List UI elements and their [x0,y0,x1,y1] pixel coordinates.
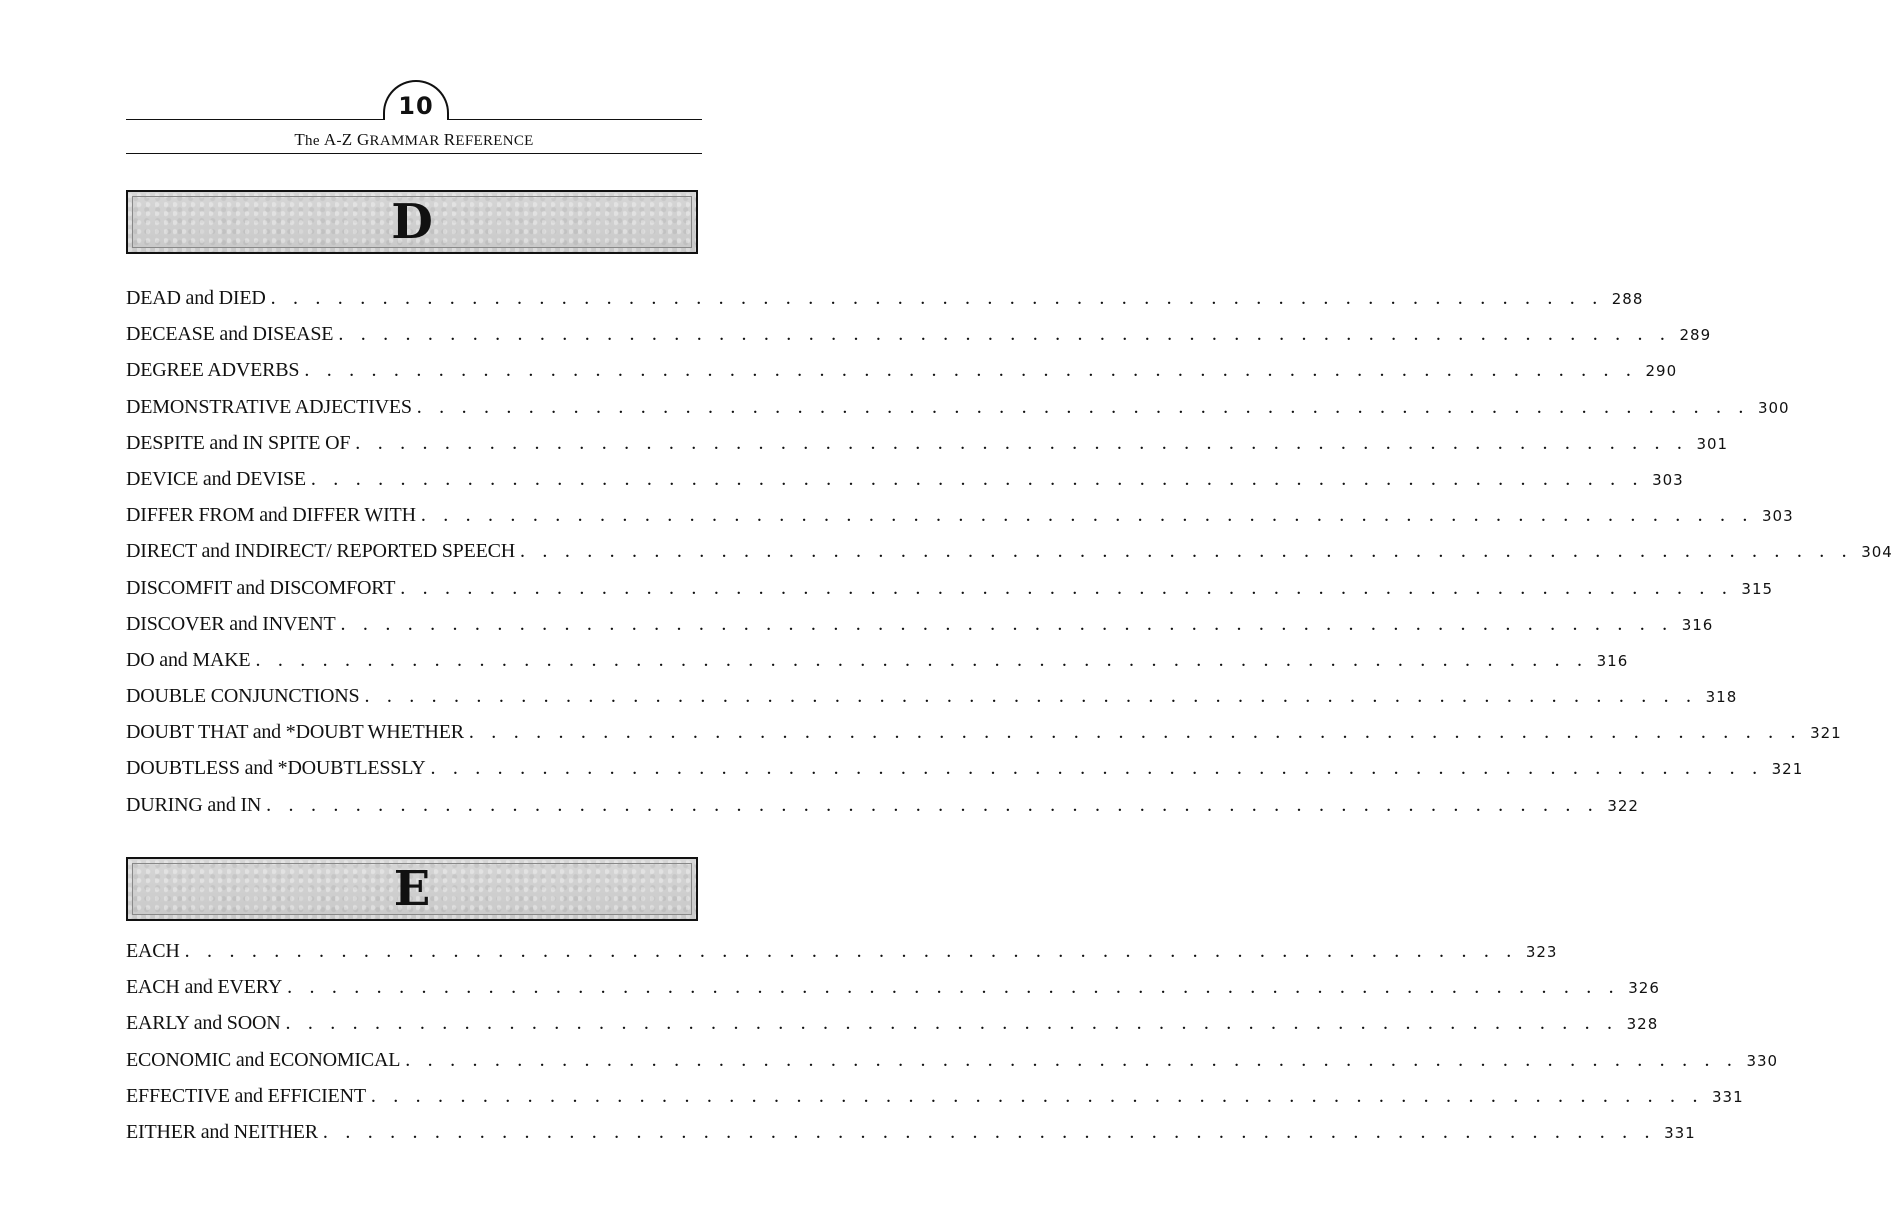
entry-title: DEMONSTRATIVE ADJECTIVES [126,395,412,418]
entry-page-number: 316 [1596,651,1629,670]
entry-page-number: 303 [1652,470,1684,489]
dot-leader: . . . . . . . . . . . . . . . . . . . . . . . . . . . . . . . . . . . . . . . . . . . . . . . . . . . . . . . . . . . . [285,1012,1619,1035]
index-entry [126,431,1729,467]
entry-title: DEVICE and DEVISE [126,467,306,490]
dot-leader: . . . . . . . . . . . . . . . . . . . . . . . . . . . . . . . . . . . . . . . . . . . . . . . . . . . . . . . . . . . . [340,612,1674,635]
section-banner-e [126,857,698,921]
entry-title: DIFFER FROM and DIFFER WITH [126,504,416,527]
index-entry [126,286,1644,322]
dot-leader: . . . . . . . . . . . . . . . . . . . . . . . . . . . . . . . . . . . . . . . . . . . . . . . . . . . . . . . . . . . . [420,504,1754,527]
dot-leader: . . . . . . . . . . . . . . . . . . . . . . . . . . . . . . . . . . . . . . . . . . . . . . . . . . . . . . . . . . . . [266,793,1599,816]
entry-title: DISCOVER and INVENT [126,612,336,635]
entry-page-number: 321 [1771,760,1804,779]
entry-page-number: 328 [1626,1015,1659,1034]
dot-leader: . . . . . . . . . . . . . . . . . . . . . . . . . . . . . . . . . . . . . . . . . . . . . . . . . . . . . . . . . . . . [310,467,1644,490]
index-entry [126,793,1639,829]
index-entry [126,503,1794,539]
entry-page-number: 288 [1611,290,1644,308]
entry-page-number: 331 [1664,1123,1696,1142]
entry-title: ECONOMIC and ECONOMICAL [126,1048,401,1071]
book-title-part: R [443,130,456,149]
dot-leader: . . . . . . . . . . . . . . . . . . . . . . . . . . . . . . . . . . . . . . . . . . . . . . . . . . . . . . . . . . . . [355,431,1689,454]
dot-leader: . . . . . . . . . . . . . . . . . . . . . . . . . . . . . . . . . . . . . . . . . . . . . . . . . . . . . . . . . . . . [416,395,1750,418]
entry-page-number: 315 [1741,579,1774,598]
entry-title: EITHER and NEITHER [126,1120,318,1143]
entry-title: DURING and IN [126,793,262,816]
entry-title: EFFECTIVE and EFFICIENT [126,1084,366,1107]
index-entry [126,358,1678,394]
entry-title: DESPITE and IN SPITE OF [126,431,351,454]
index-entry [126,939,1558,975]
index-entry [126,684,1738,720]
dot-leader: . . . . . . . . . . . . . . . . . . . . . . . . . . . . . . . . . . . . . . . . . . . . . . . . . . . . . . . . . . . . [184,940,1518,962]
book-title-part: A [323,130,337,149]
entry-page-number: 318 [1705,688,1738,707]
entry-page-number: 304 [1861,543,1893,562]
entry-page-number: 303 [1762,507,1794,526]
entry-page-number: 300 [1757,398,1790,417]
index-entry [126,539,1893,575]
entry-title: DOUBT THAT and *DOUBT WHETHER [126,721,464,744]
section-banner-d [126,190,698,254]
index-entry [126,1048,1779,1084]
book-title-part: RAMMAR [369,133,444,149]
entry-title: EACH and EVERY [126,976,283,999]
dot-leader: . . . . . . . . . . . . . . . . . . . . . . . . . . . . . . . . . . . . . . . . . . . . . . . . . . . . . . . . . . . . [364,685,1698,708]
section-letter: D [391,194,433,250]
entry-page-number: 316 [1681,615,1714,634]
entry-page-number: 301 [1696,434,1729,453]
entry-title: DEGREE ADVERBS [126,359,300,382]
entry-title: DO and MAKE [126,648,251,671]
index-entry [126,756,1804,792]
entry-title: DOUBTLESS and *DOUBTLESSLY [126,757,426,780]
entry-page-number: 331 [1712,1087,1744,1106]
index-entry [126,1011,1659,1047]
entry-page-number: 326 [1628,979,1660,998]
index-entry [126,322,1712,358]
book-title-part: G [356,130,370,149]
dot-leader: . . . . . . . . . . . . . . . . . . . . . . . . . . . . . . . . . . . . . . . . . . . . . . . . . . . . . . . . . . . . [430,757,1764,780]
dot-leader: . . . . . . . . . . . . . . . . . . . . . . . . . . . . . . . . . . . . . . . . . . . . . . . . . . . . . . . . . . . . [468,721,1802,744]
index-entry [126,975,1660,1011]
entry-title: DEAD and DIED [126,287,266,309]
book-title-part: Z [341,130,357,149]
entry-page-number: 321 [1810,724,1842,743]
entry-page-number: 289 [1679,326,1712,345]
index-entry [126,720,1842,756]
index-entry [126,1084,1744,1120]
book-title-part: T [294,130,306,149]
book-title-part: - [336,133,342,149]
dot-leader: . . . . . . . . . . . . . . . . . . . . . . . . . . . . . . . . . . . . . . . . . . . . . . . . . . . . . . . . . . . . [270,287,1604,309]
index-entry [126,576,1774,612]
section-e-entry-list [126,939,1779,1156]
book-title-part: he [305,133,324,149]
index-entry [126,612,1714,648]
header-bottom-rule [126,153,702,154]
dot-leader: . . . . . . . . . . . . . . . . . . . . . . . . . . . . . . . . . . . . . . . . . . . . . . . . . . . . . . . . . . . . [322,1120,1656,1143]
dot-leader: . . . . . . . . . . . . . . . . . . . . . . . . . . . . . . . . . . . . . . . . . . . . . . . . . . . . . . . . . . . . [400,576,1734,599]
book-title [126,131,702,150]
section-letter: E [393,861,431,917]
entry-title: DOUBLE CONJUNCTIONS [126,685,360,708]
dot-leader: . . . . . . . . . . . . . . . . . . . . . . . . . . . . . . . . . . . . . . . . . . . . . . . . . . . . . . . . . . . . [405,1048,1739,1071]
entry-title: DECEASE and DISEASE [126,323,334,346]
entry-title: EACH [126,940,180,962]
dot-leader: . . . . . . . . . . . . . . . . . . . . . . . . . . . . . . . . . . . . . . . . . . . . . . . . . . . . . . . . . . . . [370,1084,1704,1107]
page-number: 10 [398,92,434,120]
entry-title: DISCOMFIT and DISCOMFORT [126,576,396,599]
entry-title: DIRECT and INDIRECT/ REPORTED SPEECH [126,540,516,563]
index-entry [126,467,1684,503]
entry-page-number: 323 [1525,943,1558,961]
dot-leader: . . . . . . . . . . . . . . . . . . . . . . . . . . . . . . . . . . . . . . . . . . . . . . . . . . . . . . . . . . . . [304,359,1638,382]
entry-title: EARLY and SOON [126,1012,281,1035]
dot-leader: . . . . . . . . . . . . . . . . . . . . . . . . . . . . . . . . . . . . . . . . . . . . . . . . . . . . . . . . . . . . [255,648,1589,671]
entry-page-number: 330 [1746,1051,1779,1070]
index-entry [126,648,1629,684]
index-entry [126,1120,1696,1156]
dot-leader: . . . . . . . . . . . . . . . . . . . . . . . . . . . . . . . . . . . . . . . . . . . . . . . . . . . . . . . . . . . . [338,323,1672,346]
index-entry [126,395,1790,431]
book-title-part: EFERENCE [455,133,534,149]
entry-page-number: 290 [1645,362,1678,381]
section-d-entry-list [126,286,1893,829]
dot-leader: . . . . . . . . . . . . . . . . . . . . . . . . . . . . . . . . . . . . . . . . . . . . . . . . . . . . . . . . . . . . [520,540,1853,563]
entry-page-number: 322 [1607,796,1639,815]
dot-leader: . . . . . . . . . . . . . . . . . . . . . . . . . . . . . . . . . . . . . . . . . . . . . . . . . . . . . . . . . . . . [287,976,1620,999]
